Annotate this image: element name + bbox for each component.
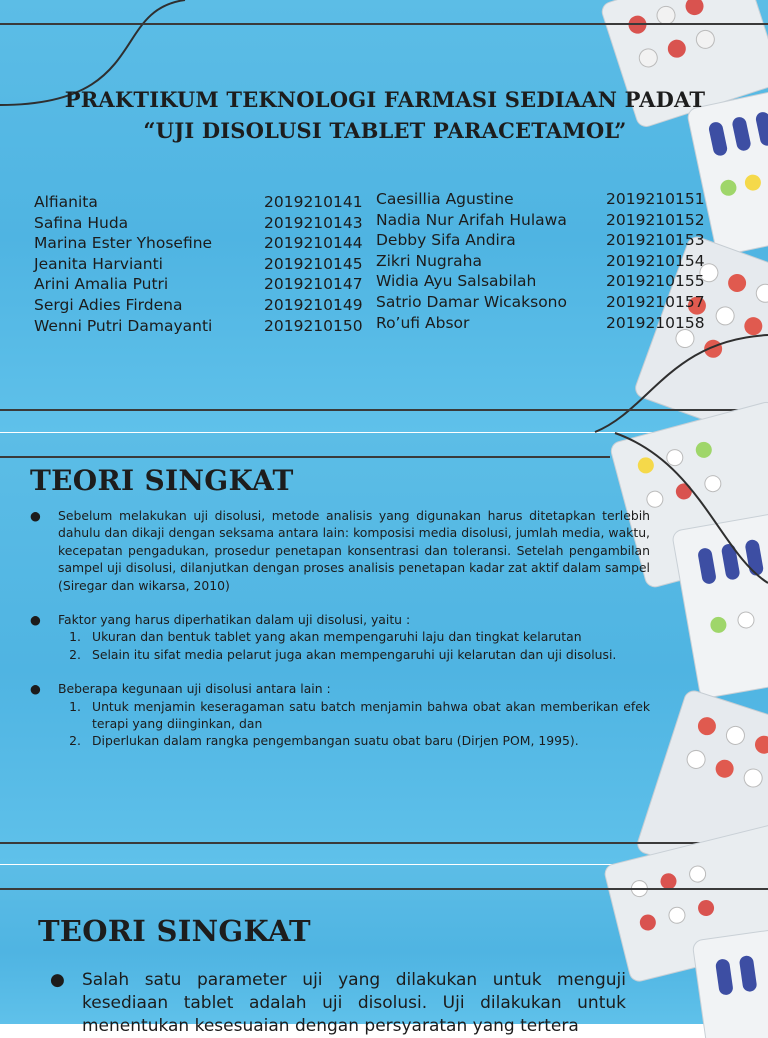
member-row (34, 233, 363, 254)
theory-body (50, 969, 626, 1038)
divider-bottom (0, 842, 768, 844)
bullet-dot: ● (30, 508, 41, 523)
item-text: Diperlukan dalam rangka pengembangan suatu obat baru (Dirjen POM, 1995). (92, 733, 579, 749)
bullet-item (50, 969, 626, 1038)
member-name: Zikri Nugraha (376, 251, 482, 270)
member-name: Widia Ayu Salsabilah (376, 272, 537, 291)
theory-body (30, 507, 650, 750)
member-id: 2019210141 (264, 193, 363, 211)
members-left (34, 192, 363, 336)
item-number: 2. (69, 646, 81, 662)
section-heading: TEORI SINGKAT (38, 914, 311, 948)
member-name: Satrio Damar Wicaksono (376, 292, 567, 311)
member-id: 2019210144 (264, 234, 363, 253)
member-id: 2019210149 (264, 295, 363, 314)
bullet-item (30, 507, 650, 594)
bullet-text: Beberapa kegunaan uji disolusi antara lain : (58, 681, 331, 697)
item-text: Untuk menjamin keseragaman satu batch menjamin bahwa obat akan memberikan efek terapi yang diinginkan, dan (92, 698, 650, 732)
member-row (34, 274, 363, 295)
member-id: 2019210147 (264, 275, 363, 294)
numbered-item (30, 698, 650, 733)
bullet-dot: ● (30, 681, 41, 697)
page-title (40, 84, 730, 146)
bullet-dot: ● (30, 612, 41, 628)
numbered-item (30, 646, 650, 663)
member-row (376, 292, 705, 313)
divider-top (0, 456, 610, 458)
divider-top (0, 23, 768, 25)
member-name: Alfianita (34, 193, 98, 211)
member-id: 2019210150 (264, 316, 363, 335)
member-id: 2019210153 (606, 231, 705, 250)
bullet-item (30, 611, 650, 628)
title-line-1: PRAKTIKUM TEKNOLOGI FARMASI SEDIAAN PADAT (64, 87, 706, 112)
slide-theory-2 (0, 865, 768, 1036)
numbered-item (30, 628, 650, 645)
item-number: 1. (69, 698, 81, 714)
member-id: 2019210155 (606, 272, 705, 291)
member-id: 2019210152 (606, 210, 705, 229)
member-row (376, 230, 705, 251)
item-number: 1. (69, 629, 81, 645)
member-row (376, 271, 705, 292)
bullet-text: Salah satu parameter uji yang dilakukan untuk menguji kesediaan tablet adalah uji disolusi. Uji dilakukan untuk menentukan kesesuaian dengan persyaratan yang tertera (82, 970, 626, 1036)
member-row (376, 313, 705, 334)
member-name: Caesillia Agustine (376, 190, 514, 208)
divider-bottom (0, 409, 768, 411)
member-id: 2019210145 (264, 254, 363, 273)
member-name: Ro’ufi Absor (376, 313, 470, 332)
member-id: 2019210157 (606, 292, 705, 311)
member-id: 2019210154 (606, 251, 705, 270)
item-text: Selain itu sifat media pelarut juga akan mempengaruhi uji kelarutan dan uji disolusi. (92, 646, 617, 662)
member-name: Safina Huda (34, 213, 129, 232)
bullet-item (30, 680, 650, 697)
member-name: Sergi Adies Firdena (34, 295, 183, 314)
bullet-dot: ● (50, 970, 65, 990)
member-id: 2019210151 (606, 190, 705, 208)
member-name: Jeanita Harvianti (34, 254, 163, 273)
member-name: Debby Sifa Andira (376, 231, 516, 250)
member-row (376, 251, 705, 272)
slide-title (0, 0, 768, 432)
item-number: 2. (69, 733, 81, 749)
member-row (34, 213, 363, 234)
title-line-2: “UJI DISOLUSI TABLET PARACETAMOL” (143, 118, 627, 143)
section-heading: TEORI SINGKAT (30, 464, 294, 497)
bullet-text: Sebelum melakukan uji disolusi, metode analisis yang digunakan harus ditetapkan terlebih dahulu dan dikaji dengan seksama antara lain: komposisi media disolusi, jumlah media, waktu, kecepatan pengadukan, prosedur penetapan konsentrasi dan toleransi. Setelah pengambilan sampel uji disolusi, dilanjutkan dengan proses analisis penetapan kadar zat aktif dalam sampel (Siregar dan wikarsa, 2010) (58, 508, 650, 593)
members-right (376, 189, 705, 333)
member-name: Arini Amalia Putri (34, 275, 169, 294)
member-name: Wenni Putri Damayanti (34, 316, 213, 335)
divider-top (0, 888, 768, 890)
member-row (34, 316, 363, 337)
member-row (376, 210, 705, 231)
member-name: Nadia Nur Arifah Hulawa (376, 210, 567, 229)
bullet-text: Faktor yang harus diperhatikan dalam uji disolusi, yaitu : (58, 612, 411, 628)
member-row (34, 295, 363, 316)
member-row (34, 254, 363, 275)
member-id: 2019210143 (264, 213, 363, 232)
item-text: Ukuran dan bentuk tablet yang akan mempengaruhi laju dan tingkat kelarutan (92, 629, 582, 645)
slide-theory-1 (0, 433, 768, 864)
member-row (376, 189, 705, 210)
numbered-item (30, 732, 650, 749)
member-row (34, 192, 363, 213)
member-id: 2019210158 (606, 313, 705, 332)
member-name: Marina Ester Yhosefine (34, 234, 213, 253)
